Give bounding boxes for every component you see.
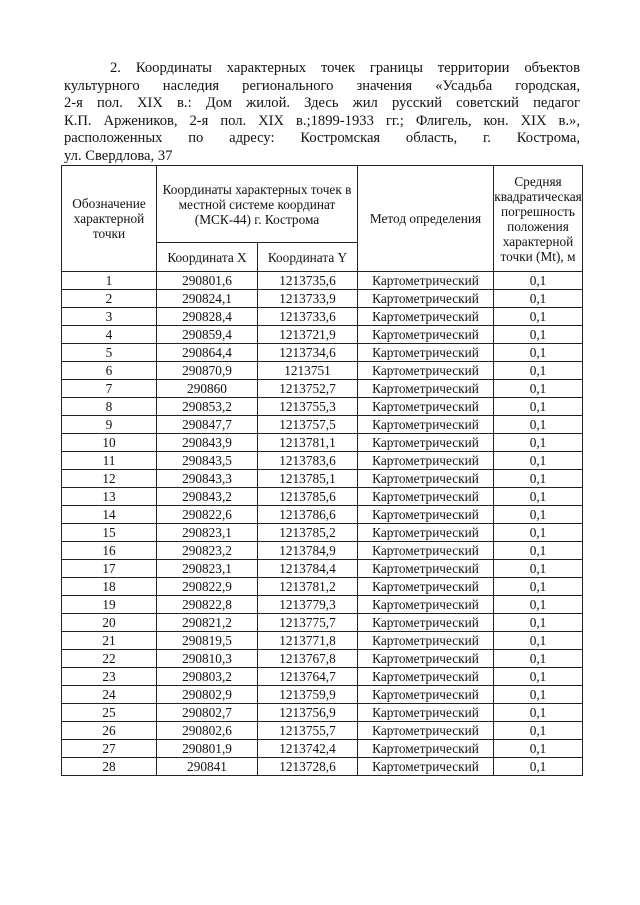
cell-error: 0,1: [494, 740, 583, 758]
cell-error: 0,1: [494, 596, 583, 614]
cell-error: 0,1: [494, 632, 583, 650]
cell-method: Картометрический: [358, 650, 494, 668]
table-row: [62, 488, 583, 506]
heading-line: 2. Координаты характерных точек границы территории объектов: [110, 60, 580, 76]
cell-method: Картометрический: [358, 290, 494, 308]
cell-point-number: 14: [62, 506, 157, 524]
cell-error: 0,1: [494, 524, 583, 542]
cell-error: 0,1: [494, 560, 583, 578]
cell-error: 0,1: [494, 686, 583, 704]
cell-point-number: 13: [62, 488, 157, 506]
table-row: [62, 416, 583, 434]
cell-coordinate-x: 290841: [157, 758, 258, 776]
cell-coordinate-x: 290870,9: [157, 362, 258, 380]
cell-coordinate-y: 1213785,6: [258, 488, 358, 506]
table-row: [62, 524, 583, 542]
cell-method: Картометрический: [358, 272, 494, 290]
cell-method: Картометрический: [358, 578, 494, 596]
cell-error: 0,1: [494, 398, 583, 416]
heading-line: расположенных по адресу: Костромская область, г. Кострома,: [64, 130, 580, 147]
cell-coordinate-y: 1213775,7: [258, 614, 358, 632]
cell-coordinate-x: 290802,6: [157, 722, 258, 740]
cell-error: 0,1: [494, 434, 583, 452]
cell-coordinate-y: 1213784,4: [258, 560, 358, 578]
cell-coordinate-y: 1213785,1: [258, 470, 358, 488]
table-row: [62, 668, 583, 686]
cell-coordinate-x: 290819,5: [157, 632, 258, 650]
cell-coordinate-y: 1213781,1: [258, 434, 358, 452]
cell-coordinate-x: 290843,5: [157, 452, 258, 470]
table-row: [62, 326, 583, 344]
cell-coordinate-y: 1213733,9: [258, 290, 358, 308]
cell-point-number: 3: [62, 308, 157, 326]
cell-error: 0,1: [494, 344, 583, 362]
table-row: [62, 470, 583, 488]
cell-coordinate-y: 1213779,3: [258, 596, 358, 614]
heading-line: 2-я пол. XIX в.: Дом жилой. Здесь жил русский советский педагог: [64, 95, 580, 112]
cell-method: Картометрический: [358, 542, 494, 560]
header-coordinates-group: Координаты характерных точек в местной системе координат (МСК-44) г. Кострома: [157, 166, 358, 243]
cell-coordinate-x: 290823,1: [157, 524, 258, 542]
cell-point-number: 10: [62, 434, 157, 452]
cell-point-number: 28: [62, 758, 157, 776]
section-heading: [64, 60, 580, 166]
cell-point-number: 22: [62, 650, 157, 668]
heading-line: К.П. Аржеников, 2-я пол. XIX в.;1899-1933 гг.; Флигель, кон. XIX в.»,: [64, 112, 580, 129]
cell-coordinate-y: 1213755,3: [258, 398, 358, 416]
cell-coordinate-x: 290859,4: [157, 326, 258, 344]
cell-error: 0,1: [494, 758, 583, 776]
cell-point-number: 1: [62, 272, 157, 290]
table-row: [62, 290, 583, 308]
cell-coordinate-y: 1213786,6: [258, 506, 358, 524]
cell-method: Картометрический: [358, 506, 494, 524]
table-row: [62, 398, 583, 416]
header-x: Координата X: [157, 243, 258, 272]
table-row: [62, 578, 583, 596]
cell-coordinate-x: 290822,6: [157, 506, 258, 524]
cell-error: 0,1: [494, 704, 583, 722]
cell-coordinate-x: 290802,7: [157, 704, 258, 722]
cell-method: Картометрический: [358, 596, 494, 614]
cell-method: Картометрический: [358, 326, 494, 344]
cell-error: 0,1: [494, 668, 583, 686]
cell-error: 0,1: [494, 470, 583, 488]
cell-point-number: 4: [62, 326, 157, 344]
cell-coordinate-y: 1213721,9: [258, 326, 358, 344]
cell-coordinate-y: 1213756,9: [258, 704, 358, 722]
cell-point-number: 23: [62, 668, 157, 686]
cell-coordinate-x: 290847,7: [157, 416, 258, 434]
table-row: [62, 380, 583, 398]
cell-error: 0,1: [494, 272, 583, 290]
cell-coordinate-y: 1213751: [258, 362, 358, 380]
cell-point-number: 24: [62, 686, 157, 704]
cell-coordinate-y: 1213771,8: [258, 632, 358, 650]
table-row: [62, 704, 583, 722]
table-row: [62, 506, 583, 524]
cell-coordinate-x: 290802,9: [157, 686, 258, 704]
cell-coordinate-x: 290843,3: [157, 470, 258, 488]
cell-method: Картометрический: [358, 488, 494, 506]
header-row: [62, 166, 583, 243]
cell-point-number: 15: [62, 524, 157, 542]
cell-error: 0,1: [494, 578, 583, 596]
cell-method: Картометрический: [358, 686, 494, 704]
cell-error: 0,1: [494, 488, 583, 506]
cell-coordinate-y: 1213752,7: [258, 380, 358, 398]
cell-coordinate-y: 1213755,7: [258, 722, 358, 740]
cell-error: 0,1: [494, 506, 583, 524]
cell-coordinate-x: 290801,9: [157, 740, 258, 758]
cell-error: 0,1: [494, 614, 583, 632]
table-row: [62, 632, 583, 650]
cell-coordinate-y: 1213759,9: [258, 686, 358, 704]
heading-line: культурного наследия регионального значения «Усадьба городская,: [64, 77, 580, 94]
cell-point-number: 17: [62, 560, 157, 578]
cell-point-number: 27: [62, 740, 157, 758]
cell-point-number: 19: [62, 596, 157, 614]
header-y: Координата Y: [258, 243, 358, 272]
cell-method: Картометрический: [358, 308, 494, 326]
cell-method: Картометрический: [358, 722, 494, 740]
cell-coordinate-y: 1213781,2: [258, 578, 358, 596]
table-row: [62, 614, 583, 632]
table-body: [62, 272, 583, 776]
cell-coordinate-y: 1213785,2: [258, 524, 358, 542]
cell-point-number: 21: [62, 632, 157, 650]
table-row: [62, 362, 583, 380]
cell-method: Картометрический: [358, 362, 494, 380]
cell-point-number: 7: [62, 380, 157, 398]
cell-error: 0,1: [494, 542, 583, 560]
cell-error: 0,1: [494, 326, 583, 344]
cell-coordinate-y: 1213735,6: [258, 272, 358, 290]
table-row: [62, 308, 583, 326]
cell-coordinate-y: 1213783,6: [258, 452, 358, 470]
table-row: [62, 272, 583, 290]
cell-point-number: 11: [62, 452, 157, 470]
cell-coordinate-x: 290860: [157, 380, 258, 398]
cell-method: Картометрический: [358, 434, 494, 452]
cell-coordinate-y: 1213764,7: [258, 668, 358, 686]
cell-point-number: 6: [62, 362, 157, 380]
header-method: Метод определения: [358, 166, 494, 272]
cell-coordinate-x: 290828,4: [157, 308, 258, 326]
cell-error: 0,1: [494, 650, 583, 668]
cell-coordinate-x: 290822,9: [157, 578, 258, 596]
cell-error: 0,1: [494, 290, 583, 308]
cell-coordinate-x: 290823,1: [157, 560, 258, 578]
header-point: Обозначение характерной точки: [62, 166, 157, 272]
table-row: [62, 650, 583, 668]
cell-point-number: 5: [62, 344, 157, 362]
table-row: [62, 560, 583, 578]
table-header: [62, 166, 583, 272]
cell-coordinate-y: 1213734,6: [258, 344, 358, 362]
cell-coordinate-x: 290843,2: [157, 488, 258, 506]
cell-point-number: 12: [62, 470, 157, 488]
cell-coordinate-x: 290823,2: [157, 542, 258, 560]
cell-method: Картометрический: [358, 380, 494, 398]
cell-error: 0,1: [494, 362, 583, 380]
cell-method: Картометрический: [358, 668, 494, 686]
cell-method: Картометрический: [358, 416, 494, 434]
cell-method: Картометрический: [358, 344, 494, 362]
cell-error: 0,1: [494, 380, 583, 398]
cell-coordinate-x: 290843,9: [157, 434, 258, 452]
cell-point-number: 16: [62, 542, 157, 560]
table-row: [62, 740, 583, 758]
coordinates-table: [61, 165, 583, 776]
cell-method: Картометрический: [358, 758, 494, 776]
cell-coordinate-x: 290821,2: [157, 614, 258, 632]
cell-coordinate-x: 290853,2: [157, 398, 258, 416]
cell-error: 0,1: [494, 452, 583, 470]
cell-coordinate-y: 1213784,9: [258, 542, 358, 560]
table-row: [62, 542, 583, 560]
cell-method: Картометрический: [358, 560, 494, 578]
table-row: [62, 452, 583, 470]
cell-method: Картометрический: [358, 452, 494, 470]
cell-error: 0,1: [494, 308, 583, 326]
table-row: [62, 344, 583, 362]
table-row: [62, 722, 583, 740]
cell-method: Картометрический: [358, 398, 494, 416]
cell-coordinate-x: 290803,2: [157, 668, 258, 686]
cell-coordinate-x: 290822,8: [157, 596, 258, 614]
cell-coordinate-x: 290864,4: [157, 344, 258, 362]
table-row: [62, 596, 583, 614]
cell-point-number: 18: [62, 578, 157, 596]
cell-method: Картометрический: [358, 470, 494, 488]
cell-coordinate-y: 1213742,4: [258, 740, 358, 758]
cell-method: Картометрический: [358, 614, 494, 632]
table-row: [62, 686, 583, 704]
cell-coordinate-x: 290801,6: [157, 272, 258, 290]
cell-method: Картометрический: [358, 704, 494, 722]
cell-point-number: 2: [62, 290, 157, 308]
cell-coordinate-y: 1213767,8: [258, 650, 358, 668]
cell-coordinate-x: 290824,1: [157, 290, 258, 308]
cell-coordinate-y: 1213733,6: [258, 308, 358, 326]
cell-error: 0,1: [494, 416, 583, 434]
cell-coordinate-y: 1213757,5: [258, 416, 358, 434]
cell-point-number: 9: [62, 416, 157, 434]
cell-point-number: 26: [62, 722, 157, 740]
cell-point-number: 20: [62, 614, 157, 632]
heading-line: ул. Свердлова, 37: [64, 147, 173, 164]
cell-point-number: 8: [62, 398, 157, 416]
cell-point-number: 25: [62, 704, 157, 722]
cell-method: Картометрический: [358, 524, 494, 542]
cell-coordinate-y: 1213728,6: [258, 758, 358, 776]
table-row: [62, 434, 583, 452]
cell-coordinate-x: 290810,3: [157, 650, 258, 668]
cell-method: Картометрический: [358, 632, 494, 650]
table-row: [62, 758, 583, 776]
cell-method: Картометрический: [358, 740, 494, 758]
header-error: Средняя квадратическая погрешность положения характерной точки (Mt), м: [494, 166, 583, 272]
cell-error: 0,1: [494, 722, 583, 740]
